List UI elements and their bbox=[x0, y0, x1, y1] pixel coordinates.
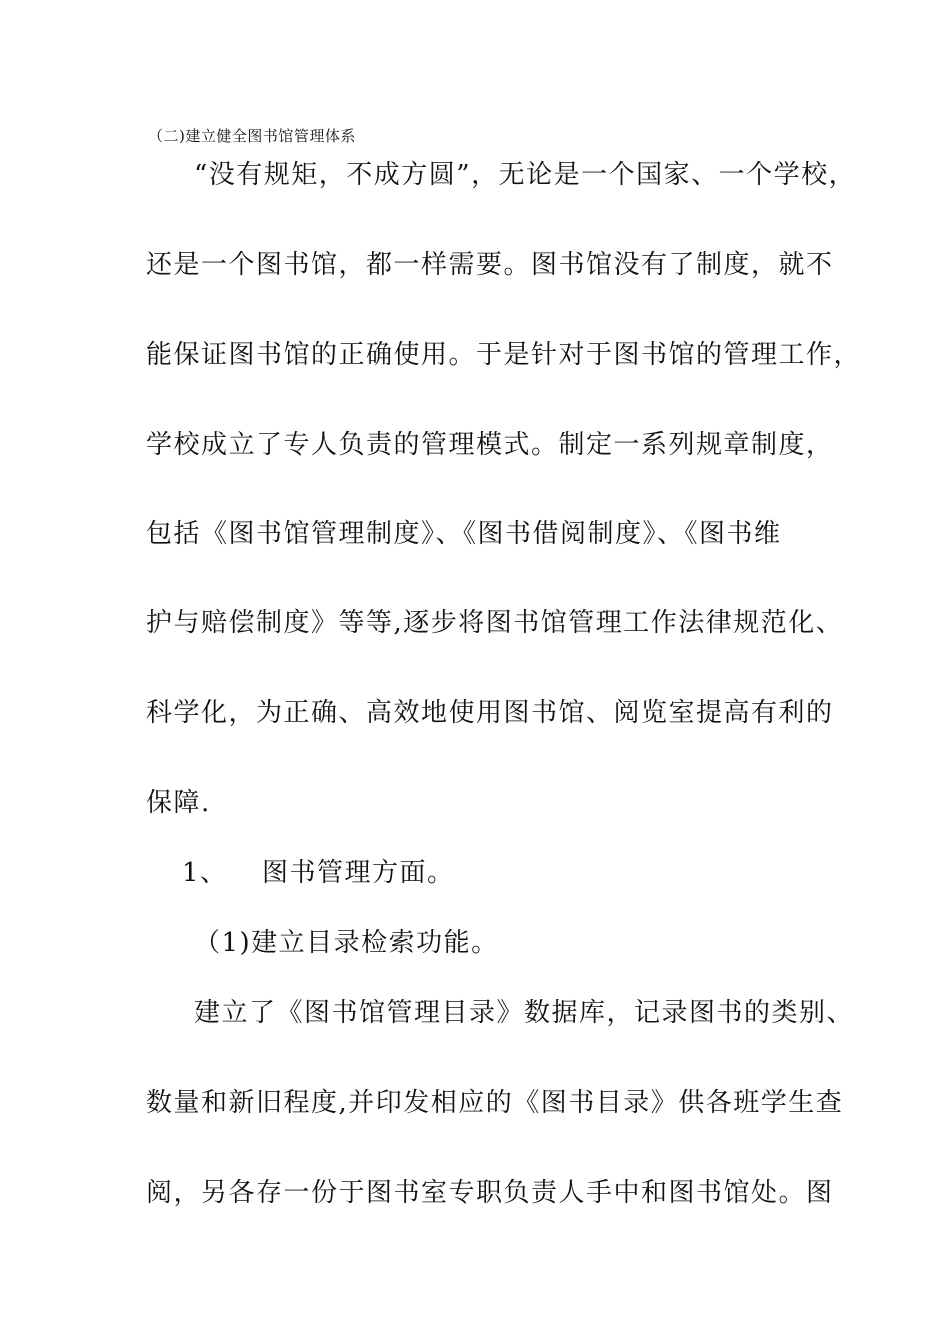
list-item-text: 图书管理方面。 bbox=[262, 858, 455, 888]
paragraph-line: 学校成立了专人负责的管理模式。制定一系列规章制度， bbox=[146, 430, 834, 460]
paragraph-line: 能保证图书馆的正确使用。于是针对于图书馆的管理工作， bbox=[146, 340, 862, 370]
section-heading: （二)建立健全图书馆管理体系 bbox=[148, 127, 356, 145]
paragraph-line: 护与赔偿制度》等等,逐步将图书馆管理工作法律规范化、 bbox=[146, 608, 844, 638]
subitem-heading: （1)建立目录检索功能。 bbox=[194, 928, 499, 958]
list-item-number: 1、 bbox=[182, 858, 228, 888]
paragraph-line: 建立了《图书馆管理目录》数据库，记录图书的类别、 bbox=[194, 998, 855, 1028]
paragraph-line: 还是一个图书馆，都一样需要。图书馆没有了制度，就不 bbox=[146, 250, 834, 280]
paragraph-line: 数量和新旧程度,并印发相应的《图书目录》供各班学生查 bbox=[146, 1088, 844, 1118]
paragraph-line: 科学化，为正确、高效地使用图书馆、阅览室提高有利的 bbox=[146, 698, 834, 728]
paragraph-line: “没有规矩，不成方圆”，无论是一个国家、一个学校， bbox=[194, 160, 857, 190]
paragraph-line: 包括《图书馆管理制度》、《图书借阅制度》、《图书维 bbox=[146, 519, 782, 549]
paragraph-line: 保障. bbox=[146, 788, 211, 818]
paragraph-line: 阅，另各存一份于图书室专职负责人手中和图书馆处。图 bbox=[146, 1178, 834, 1208]
